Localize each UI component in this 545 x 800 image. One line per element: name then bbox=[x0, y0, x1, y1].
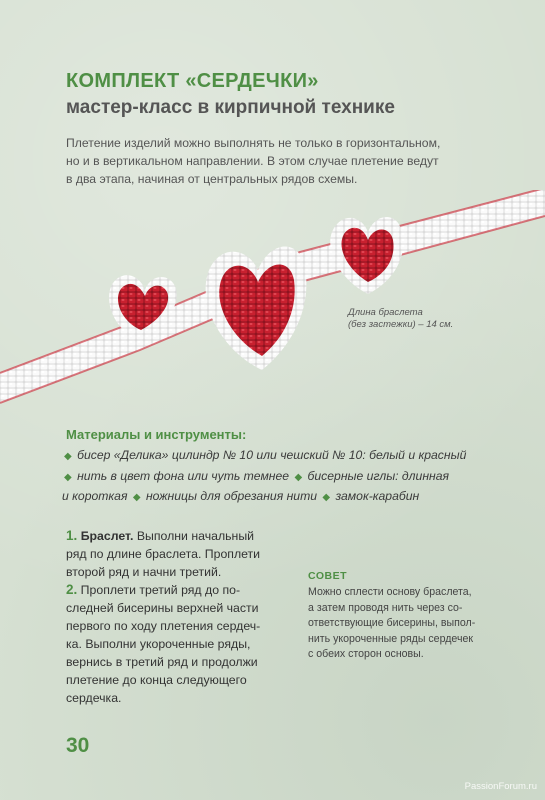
heart-center bbox=[206, 246, 307, 370]
tip-line: нить укороченные ряды сердечек bbox=[308, 632, 473, 645]
diamond-bullet-icon: ◆ bbox=[64, 471, 72, 483]
step-text: плетение до конца следующего bbox=[66, 673, 247, 687]
bracelet-photo bbox=[0, 190, 545, 420]
step-text: ряд по длине браслета. Проплети bbox=[66, 547, 261, 561]
diamond-bullet-icon: ◆ bbox=[132, 492, 141, 503]
tip-heading: СОВЕТ bbox=[308, 570, 347, 582]
step-text: Выполни начальный bbox=[133, 529, 255, 543]
step-text: следней бисерины верхней части bbox=[66, 601, 259, 615]
page-subtitle: мастер-класс в кирпичной технике bbox=[66, 97, 395, 118]
material-item: бисерные иглы: длинная bbox=[307, 468, 450, 483]
material-item: и короткая bbox=[62, 489, 128, 503]
tip-line: а затем проводя нить через со- bbox=[308, 601, 463, 614]
step-number: 1. bbox=[66, 528, 78, 543]
intro-line: но и в вертикальном направлении. В этом случае плетение ведут bbox=[66, 154, 439, 168]
tip-line: с обеих сторон основы. bbox=[308, 648, 424, 660]
diamond-bullet-icon: ◆ bbox=[294, 471, 303, 483]
tip-line: Можно сплести основу браслета, bbox=[308, 586, 472, 598]
tip-box bbox=[308, 585, 508, 663]
intro-line: Плетение изделий можно выполнять не только в горизонтальном, bbox=[66, 136, 441, 150]
material-item: замок-карабин bbox=[335, 489, 420, 503]
tip-line: ответствующие бисерины, выпол- bbox=[308, 617, 476, 629]
step-text: сердечка. bbox=[66, 691, 122, 705]
material-item: ножницы для обрезания нити bbox=[145, 489, 318, 503]
intro-line: в два этапа, начиная от центральных рядов схемы. bbox=[66, 172, 358, 186]
step-text: второй ряд и начни третий. bbox=[66, 565, 222, 579]
materials-list bbox=[62, 446, 522, 508]
step-text: Проплети третий ряд до по- bbox=[77, 583, 241, 597]
step-text: вернись в третий ряд и продолжи bbox=[66, 655, 258, 669]
watermark: PassionForum.ru bbox=[464, 781, 537, 792]
steps-column bbox=[66, 527, 296, 707]
page-title: КОМПЛЕКТ «СЕРДЕЧКИ» bbox=[66, 70, 319, 92]
materials-heading: Материалы и инструменты: bbox=[66, 427, 247, 442]
intro-paragraph bbox=[66, 134, 506, 188]
heart-right bbox=[330, 217, 403, 294]
length-note-line: (без застежки) – 14 см. bbox=[348, 319, 454, 330]
material-item: нить в цвет фона или чуть темнее bbox=[77, 468, 290, 483]
diamond-bullet-icon: ◆ bbox=[322, 492, 331, 503]
page-number: 30 bbox=[66, 734, 90, 757]
material-item: бисер «Делика» цилиндр № 10 или чешский № 10: белый и красный bbox=[77, 448, 467, 462]
step-text: ка. Выполни укороченные ряды, bbox=[66, 637, 251, 651]
length-note-line: Длина браслета bbox=[348, 307, 423, 318]
step-number: 2. bbox=[66, 582, 78, 597]
step-title: Браслет. bbox=[80, 529, 134, 543]
step-text: первого по ходу плетения сердеч- bbox=[66, 619, 261, 633]
bracelet-length-note bbox=[348, 307, 453, 331]
diamond-bullet-icon: ◆ bbox=[64, 451, 72, 462]
